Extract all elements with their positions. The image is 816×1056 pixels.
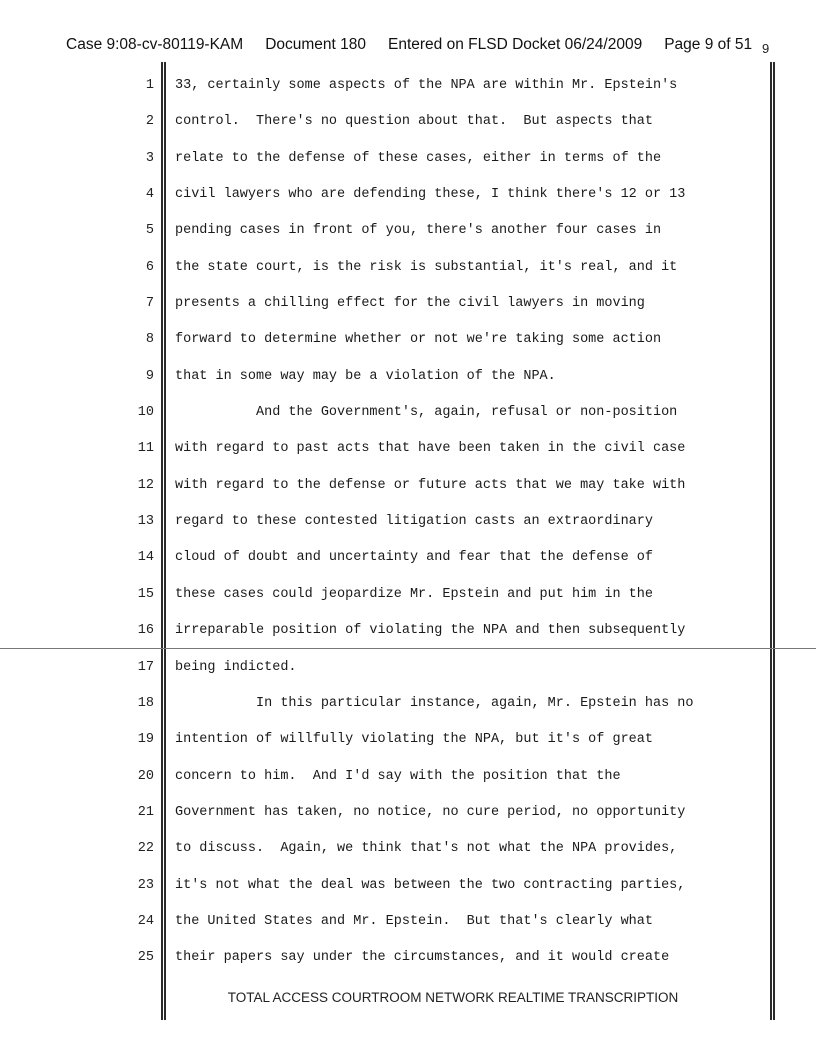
line-number: 8 bbox=[145, 332, 154, 348]
line-text: control. There's no question about that. But aspects that bbox=[175, 114, 653, 130]
line-number: 7 bbox=[145, 296, 154, 312]
transcript-line bbox=[0, 213, 816, 249]
transcript-line bbox=[0, 250, 816, 286]
line-text: 33, certainly some aspects of the NPA are within Mr. Epstein's bbox=[175, 78, 678, 93]
line-text: the state court, is the risk is substantial, it's real, and it bbox=[175, 259, 678, 275]
transcript-footer: TOTAL ACCESS COURTROOM NETWORK REALTIME TRANSCRIPTION bbox=[227, 990, 679, 1005]
transcript-line bbox=[0, 795, 816, 831]
line-number: 13 bbox=[137, 514, 154, 530]
transcript-line bbox=[0, 141, 816, 177]
transcript-line bbox=[0, 431, 816, 467]
line-number: 11 bbox=[137, 441, 154, 457]
line-text: irreparable position of violating the NPA and then subsequently bbox=[175, 623, 686, 639]
line-number: 16 bbox=[137, 623, 154, 639]
line-number: 14 bbox=[137, 550, 154, 566]
transcript-line bbox=[0, 504, 816, 540]
line-number: 25 bbox=[137, 950, 154, 966]
transcript-line bbox=[0, 395, 816, 431]
line-text: the United States and Mr. Epstein. But that's clearly what bbox=[175, 913, 653, 929]
line-text: And the Government's, again, refusal or non-position bbox=[175, 405, 678, 421]
transcript-line bbox=[0, 177, 816, 213]
transcript-line bbox=[0, 722, 816, 758]
line-number: 2 bbox=[145, 114, 154, 130]
transcript-line bbox=[0, 540, 816, 576]
line-number: 15 bbox=[137, 586, 154, 602]
line-number: 18 bbox=[137, 695, 154, 711]
transcript-line bbox=[0, 359, 816, 395]
line-number: 1 bbox=[145, 78, 154, 93]
transcript-line bbox=[0, 322, 816, 358]
case-number: Case 9:08-cv-80119-KAM bbox=[66, 36, 244, 53]
transcript-line bbox=[0, 104, 816, 140]
page-indicator: Page 9 of 51 bbox=[664, 36, 753, 53]
line-text: with regard to the defense or future acts that we may take with bbox=[175, 477, 686, 493]
line-text: that in some way may be a violation of the NPA. bbox=[175, 368, 556, 384]
transcript-line bbox=[0, 286, 816, 322]
line-text: In this particular instance, again, Mr. Epstein has no bbox=[175, 695, 694, 711]
transcript-line bbox=[0, 831, 816, 867]
transcript-line bbox=[0, 940, 816, 976]
line-text: their papers say under the circumstances, and it would create bbox=[175, 950, 670, 966]
line-text: forward to determine whether or not we're taking some action bbox=[175, 332, 662, 348]
line-number: 3 bbox=[145, 150, 154, 166]
line-number: 19 bbox=[137, 732, 154, 748]
document-number: Document 180 bbox=[265, 36, 366, 53]
line-text: these cases could jeopardize Mr. Epstein and put him in the bbox=[175, 586, 653, 602]
line-number: 10 bbox=[137, 405, 154, 421]
line-number: 23 bbox=[137, 877, 154, 893]
line-number: 24 bbox=[137, 913, 154, 929]
line-text: intention of willfully violating the NPA, but it's of great bbox=[175, 732, 653, 748]
line-text: cloud of doubt and uncertainty and fear that the defense of bbox=[175, 550, 653, 566]
line-text: being indicted. bbox=[175, 659, 297, 675]
line-text: with regard to past acts that have been taken in the civil case bbox=[175, 441, 686, 457]
transcript-line bbox=[0, 68, 816, 104]
line-text: concern to him. And I'd say with the position that the bbox=[175, 768, 621, 784]
line-number: 6 bbox=[145, 259, 154, 275]
line-text: Government has taken, no notice, no cure period, no opportunity bbox=[175, 804, 686, 820]
line-text: pending cases in front of you, there's another four cases in bbox=[175, 223, 662, 239]
line-number: 5 bbox=[145, 223, 154, 239]
transcript-line bbox=[0, 650, 816, 686]
transcript-line bbox=[0, 686, 816, 722]
line-text: it's not what the deal was between the two contracting parties, bbox=[175, 877, 686, 893]
line-number: 21 bbox=[137, 804, 154, 820]
transcript-page-number: 9 bbox=[762, 41, 770, 56]
transcript-line bbox=[0, 904, 816, 940]
line-text: civil lawyers who are defending these, I think there's 12 or 13 bbox=[175, 187, 686, 203]
docket-entry-date: Entered on FLSD Docket 06/24/2009 bbox=[388, 36, 643, 53]
transcript-line bbox=[0, 759, 816, 795]
transcript-line bbox=[0, 613, 816, 649]
docket-header bbox=[66, 36, 752, 54]
transcript-line bbox=[0, 868, 816, 904]
transcript-line bbox=[0, 468, 816, 504]
line-text: relate to the defense of these cases, either in terms of the bbox=[175, 150, 662, 166]
line-number: 20 bbox=[137, 768, 154, 784]
line-text: presents a chilling effect for the civil lawyers in moving bbox=[175, 296, 645, 312]
line-text: to discuss. Again, we think that's not what the NPA provides, bbox=[175, 841, 678, 857]
transcript-line bbox=[0, 577, 816, 613]
line-text: regard to these contested litigation casts an extraordinary bbox=[175, 514, 653, 530]
transcript-body bbox=[0, 68, 816, 977]
line-number: 22 bbox=[137, 841, 154, 857]
line-number: 9 bbox=[145, 368, 154, 384]
line-number: 4 bbox=[145, 187, 154, 203]
line-number: 12 bbox=[137, 477, 154, 493]
line-number: 17 bbox=[137, 659, 154, 675]
